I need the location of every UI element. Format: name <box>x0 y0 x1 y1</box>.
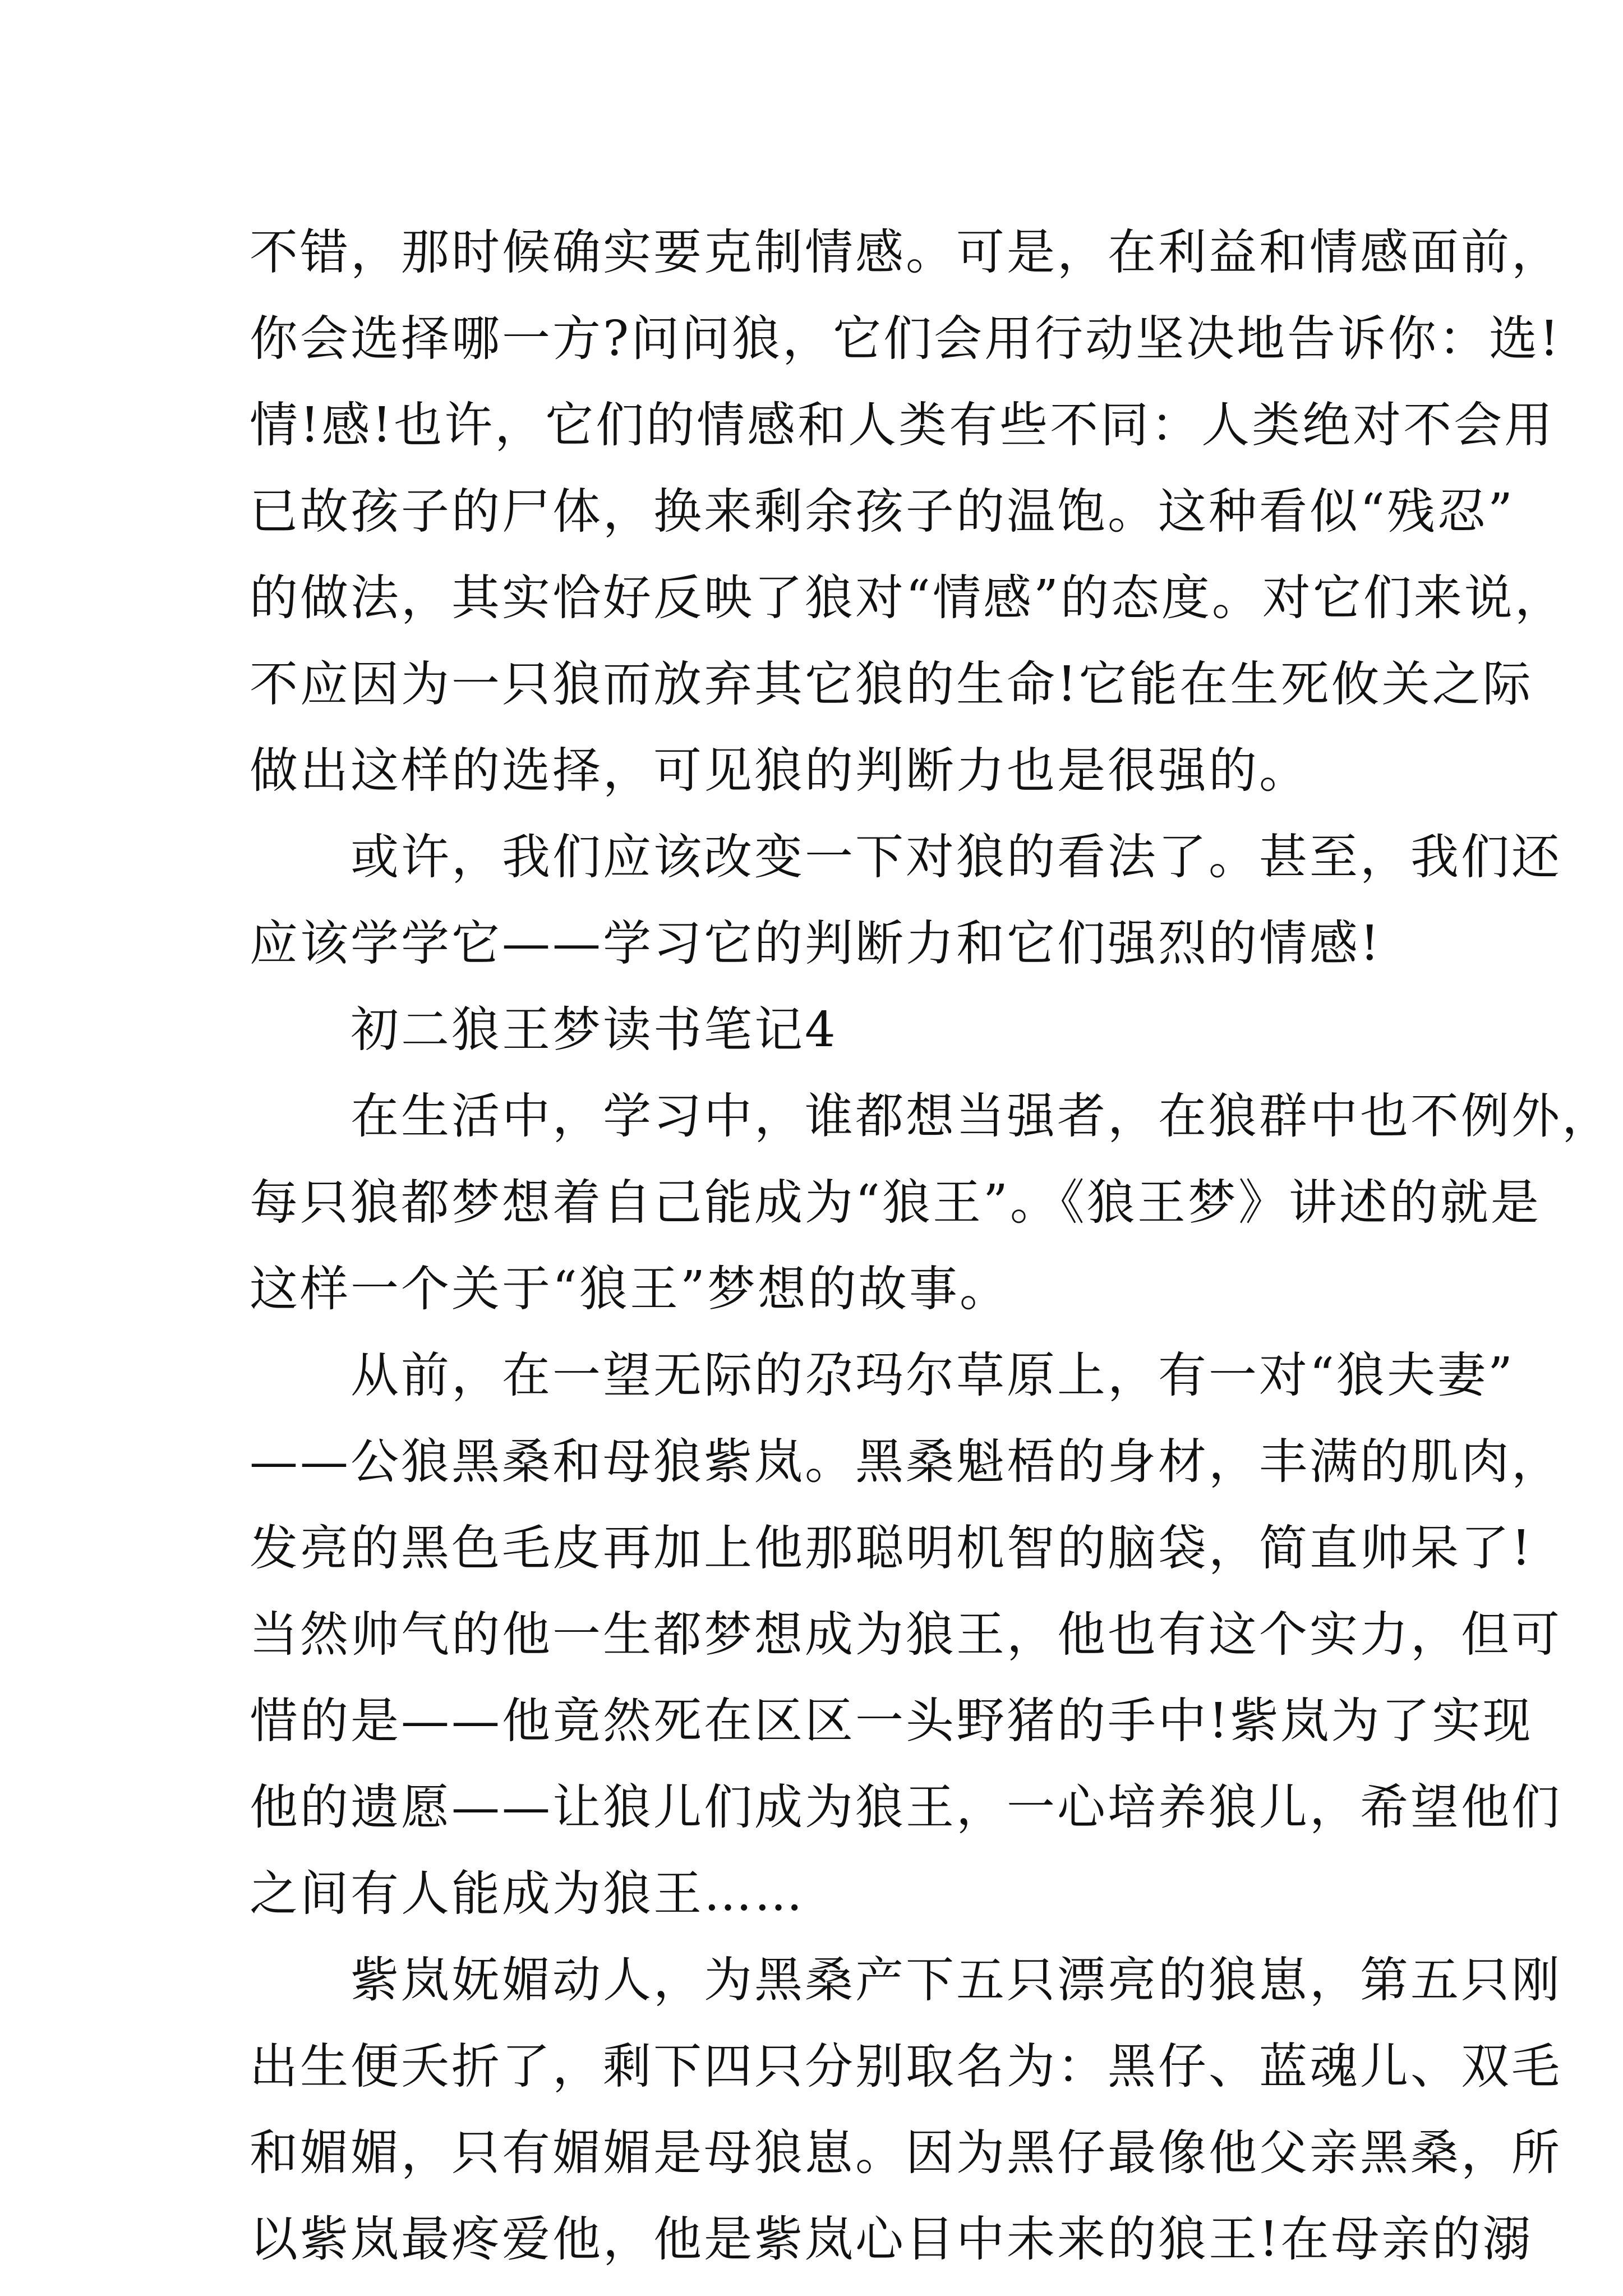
text-line: 紫岚妩媚动人，为黑桑产下五只漂亮的狼崽，第五只刚 <box>250 1952 1562 2008</box>
text-line: 的做法，其实恰好反映了狼对“情感”的态度。对它们来说， <box>250 570 1565 626</box>
text-line: 做出这样的选择，可见狼的判断力也是很强的。 <box>250 743 1310 799</box>
section-heading: 初二狼王梦读书笔记4 <box>250 1002 838 1058</box>
text-line: 之间有人能成为狼王…… <box>250 1866 805 1922</box>
text-line: 不应因为一只狼而放弃其它狼的生命!它能在生死攸关之际 <box>250 656 1533 712</box>
text-line: 从前，在一望无际的尕玛尔草原上，有一对“狼夫妻” <box>250 1347 1515 1404</box>
text-line: 每只狼都梦想着自己能成为“狼王”。《狼王梦》讲述的就是 <box>250 1175 1541 1231</box>
text-line: 和媚媚，只有媚媚是母狼崽。因为黑仔最像他父亲黑桑，所 <box>250 2125 1562 2181</box>
text-line: 出生便夭折了，剩下四只分别取名为：黑仔、蓝魂儿、双毛 <box>250 2039 1562 2095</box>
text-line: 发亮的黑色毛皮再加上他那聪明机智的脑袋，简直帅呆了! <box>250 1520 1533 1576</box>
text-line: 你会选择哪一方?问问狼，它们会用行动坚决地告诉你：选! <box>250 311 1561 367</box>
text-line: 他的遗愿——让狼儿们成为狼王，一心培养狼儿，希望他们 <box>250 1779 1562 1835</box>
text-line: 不错，那时候确实要克制情感。可是，在利益和情感面前， <box>250 224 1562 280</box>
text-line: 惜的是——他竟然死在区区一头野猪的手中!紫岚为了实现 <box>250 1693 1533 1749</box>
text-line: ——公狼黑桑和母狼紫岚。黑桑魁梧的身材，丰满的肌肉， <box>250 1434 1562 1490</box>
text-line: 以紫岚最疼爱他，他是紫岚心目中未来的狼王!在母亲的溺 <box>250 2211 1533 2267</box>
text-line: 情!感!也许，它们的情感和人类有些不同：人类绝对不会用 <box>250 397 1555 453</box>
text-line: 在生活中，学习中，谁都想当强者，在狼群中也不例外， <box>250 1088 1612 1144</box>
text-line: 当然帅气的他一生都梦想成为狼王，他也有这个实力，但可 <box>250 1607 1562 1663</box>
text-line: 已故孩子的尸体，换来剩余孩子的温饱。这种看似“残忍” <box>250 484 1515 540</box>
text-line: 或许，我们应该改变一下对狼的看法了。甚至，我们还 <box>250 829 1562 885</box>
text-line: 这样一个关于“狼王”梦想的故事。 <box>250 1261 1010 1317</box>
text-line: 应该学学它——学习它的判断力和它们强烈的情感! <box>250 915 1382 972</box>
